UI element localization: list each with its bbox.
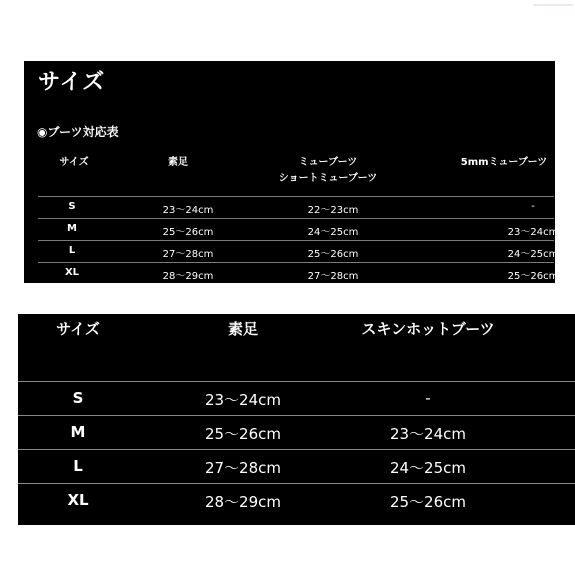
size-cell: XL <box>64 267 80 278</box>
boots-size-chart-panel <box>24 61 559 283</box>
table-row <box>18 483 575 517</box>
mule5mm-cell: 23～24cm <box>507 227 559 238</box>
table-row <box>38 218 559 240</box>
header-size: サイズ <box>56 320 100 338</box>
size-cell: S <box>68 201 76 212</box>
size-rows <box>38 196 559 284</box>
section-title: サイズ <box>38 70 106 95</box>
header-barefoot: 素足 <box>168 157 188 168</box>
barefoot-cell: 27～28cm <box>204 459 282 477</box>
mule5mm-cell: - <box>531 201 535 212</box>
skin-hot-boots-size-chart-panel <box>18 314 575 525</box>
header-5mm-mule-boots: 5mmミューブーツ <box>460 157 548 168</box>
header-mule-boots <box>248 155 408 187</box>
size-cell: S <box>72 389 84 407</box>
barefoot-cell: 25～26cm <box>204 425 282 443</box>
header-skin-hot-boots: スキンホットブーツ <box>361 320 495 338</box>
header-size: サイズ <box>59 157 89 168</box>
size-cell: M <box>70 423 86 441</box>
skin-hot-cell: 23～24cm <box>389 425 467 443</box>
size-cell: XL <box>67 491 89 509</box>
barefoot-cell: 28～29cm <box>162 271 214 282</box>
mule-cell: 25～26cm <box>307 249 359 260</box>
table-row <box>18 415 575 449</box>
table-row <box>38 196 554 218</box>
barefoot-cell: 27～28cm <box>162 249 214 260</box>
header-barefoot: 素足 <box>227 320 258 338</box>
mule5mm-cell: 24～25cm <box>507 249 559 260</box>
table-row <box>38 240 559 262</box>
skin-hot-cell: 25～26cm <box>389 493 467 511</box>
mule-cell: 24～25cm <box>307 227 359 238</box>
barefoot-cell: 28～29cm <box>204 493 282 511</box>
table-row <box>18 381 575 415</box>
mule5mm-cell: 25～26cm <box>507 271 559 282</box>
size-rows <box>18 381 575 517</box>
header-mule-line1: ミューブーツ <box>298 157 358 168</box>
skin-hot-cell: 24～25cm <box>389 459 467 477</box>
size-cell: L <box>73 457 83 475</box>
size-cell: L <box>68 245 76 256</box>
decorative-line <box>533 4 573 6</box>
table-row <box>18 449 575 483</box>
table-subtitle: ◉ブーツ対応表 <box>37 125 119 139</box>
table-row <box>38 262 559 284</box>
mule-cell: 27～28cm <box>307 271 359 282</box>
mule-cell: 22～23cm <box>307 205 359 216</box>
skin-hot-cell: - <box>425 389 431 407</box>
barefoot-cell: 25～26cm <box>162 227 214 238</box>
barefoot-cell: 23～24cm <box>162 205 214 216</box>
size-cell: M <box>67 223 77 234</box>
barefoot-cell: 23～24cm <box>204 391 282 409</box>
header-mule-line2: ショートミューブーツ <box>278 173 378 184</box>
